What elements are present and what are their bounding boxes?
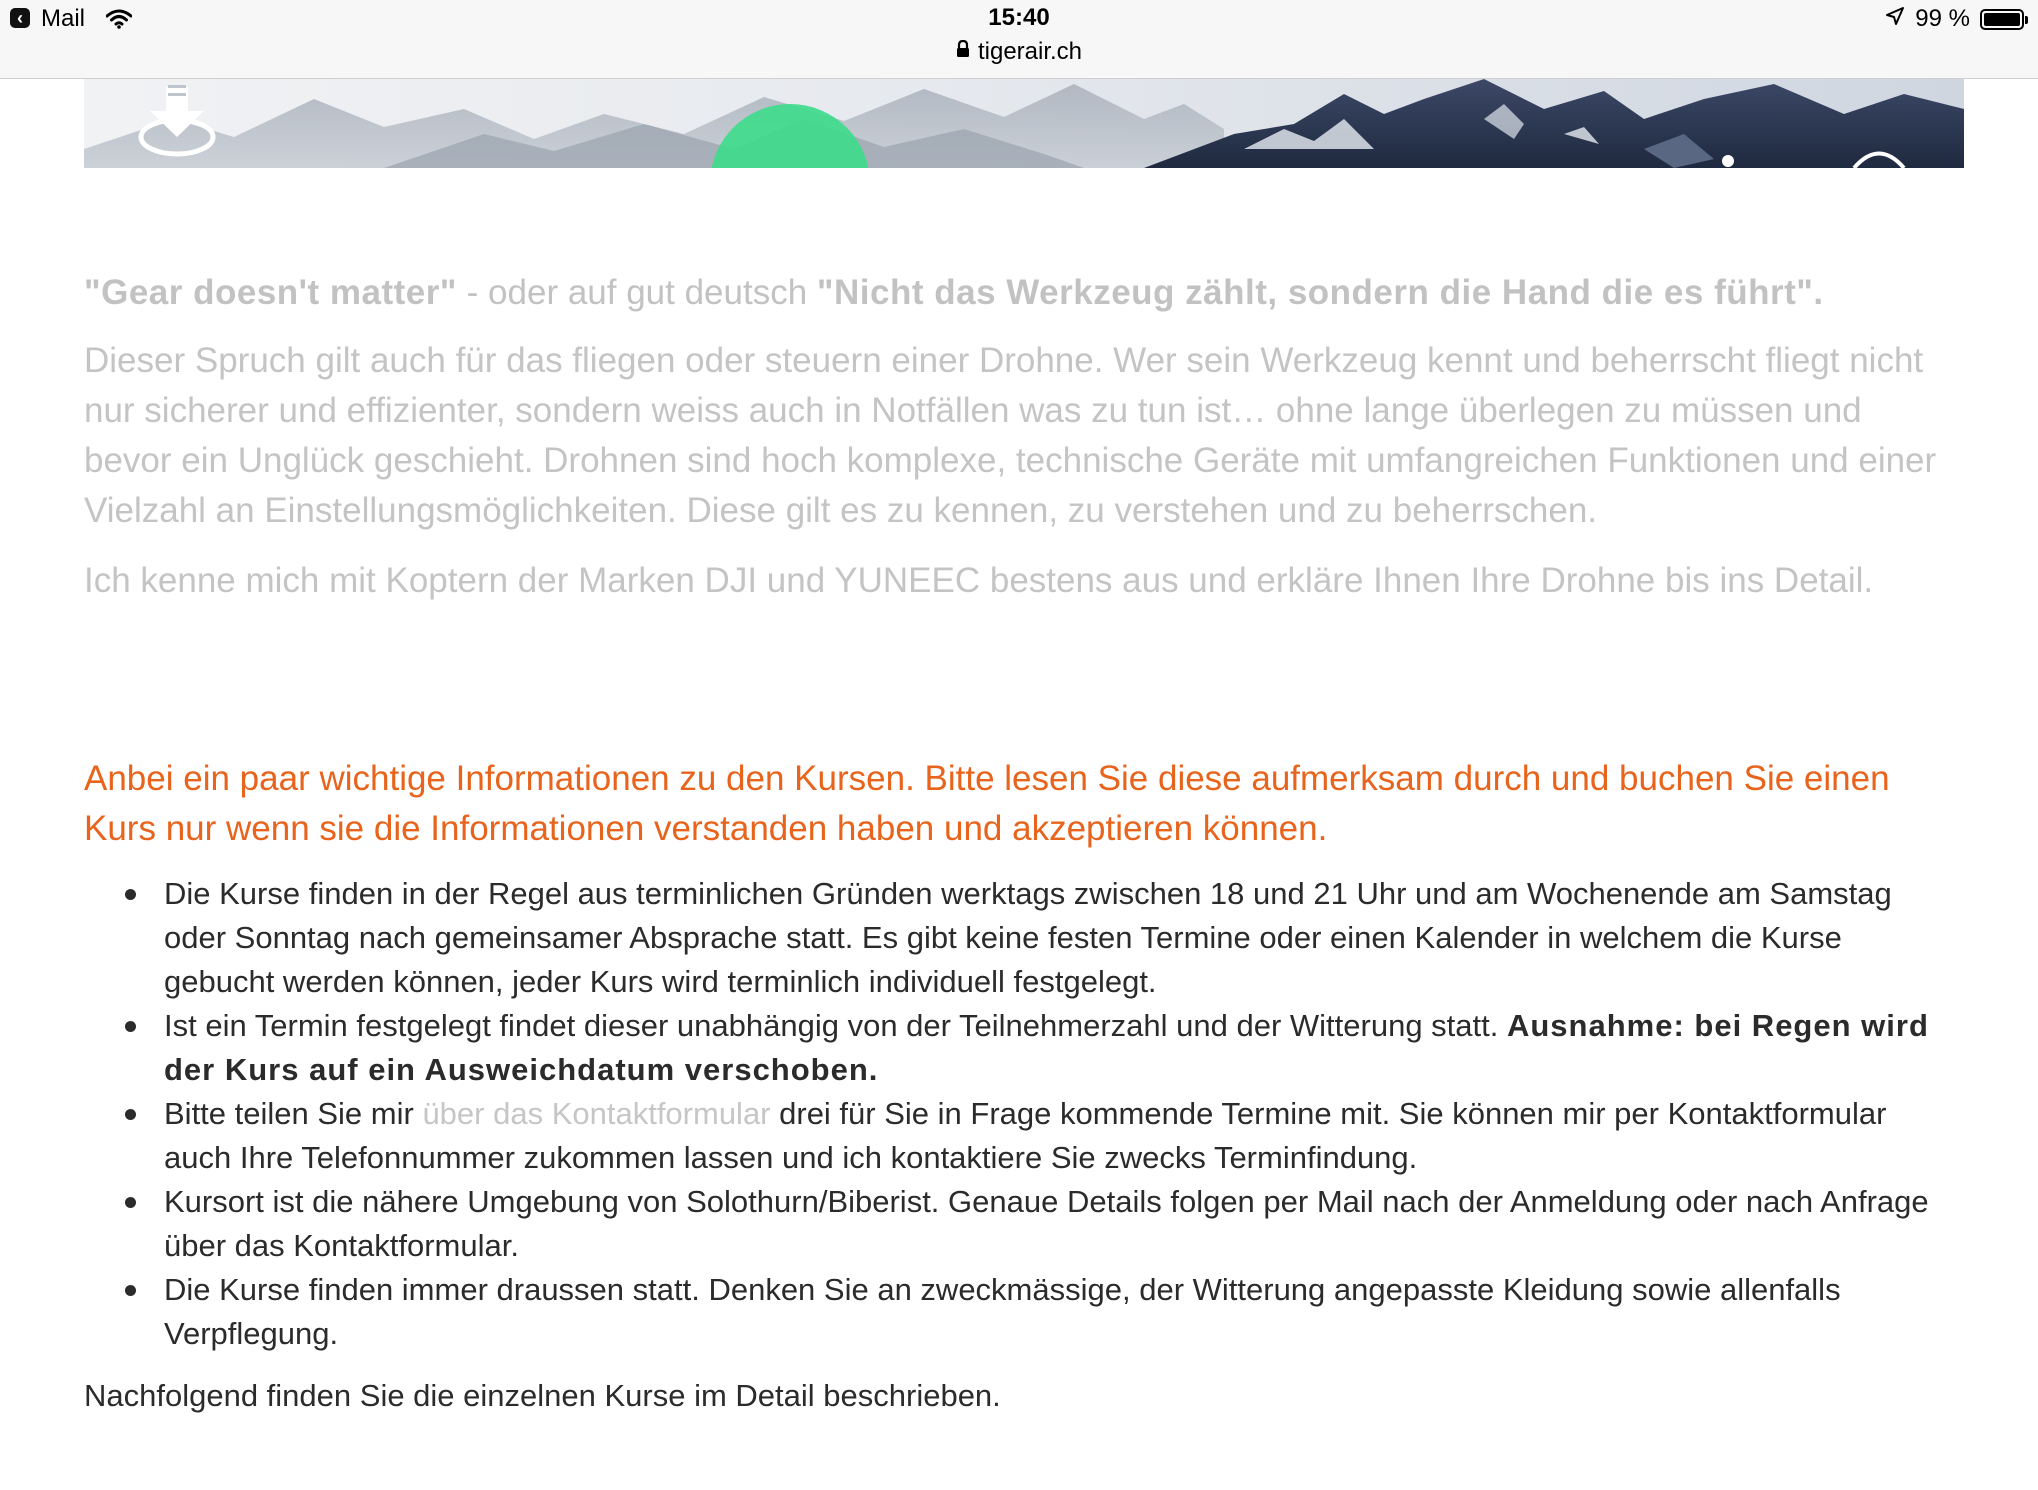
battery-icon (1980, 9, 2024, 30)
battery-percentage: 99 % (1915, 5, 1970, 32)
quote-german: "Nicht das Werkzeug zählt, sondern die Hand die es führt". (816, 273, 1824, 312)
clock-time: 15:40 (988, 4, 1050, 31)
location-arrow-icon (1885, 5, 1905, 33)
quote-english: "Gear doesn't matter" (84, 273, 457, 312)
list-item-text: Die Kurse finden in der Regel aus terminlichen Gründen werktags zwischen 18 und 21 Uhr und am Wochenende am Samstag oder Sonntag nach gemeinsamer Absprache statt. Es gibt keine festen Termine oder einen Kalender in welchem die Kurse gebucht werden können, jeder Kurs wird terminlich individuell festgelegt. (164, 876, 1892, 999)
list-item (164, 872, 1954, 1004)
hero-banner-image (84, 79, 1964, 168)
list-item (164, 1004, 1954, 1092)
bullet-icon (125, 1109, 136, 1120)
lock-icon (956, 37, 970, 65)
bullet-icon (125, 1285, 136, 1296)
list-item-text: Bitte teilen Sie mir (164, 1096, 423, 1131)
main-content (84, 268, 1954, 1418)
url-text: tigerair.ch (977, 38, 1083, 65)
rain-exception-note: Ausnahme: bei Regen wird der Kurs auf ein Ausweichdatum verschoben. (164, 1008, 1929, 1087)
list-item (164, 1092, 1954, 1180)
closing-paragraph: Nachfolgend finden Sie die einzelnen Kurse im Detail beschrieben. (84, 1378, 1001, 1413)
list-item (164, 1180, 1954, 1268)
status-bar (0, 0, 2038, 79)
list-item-text: Ist ein Termin festgelegt findet dieser unabhängig von der Teilnehmerzahl und der Witterung statt. (164, 1008, 1507, 1043)
intro-quote (84, 268, 1954, 318)
contact-form-link[interactable]: über das Kontaktformular (422, 1096, 771, 1131)
list-item-text: Kursort ist die nähere Umgebung von Solothurn/Biberist. Genaue Details folgen per Mail nach der Anmeldung oder nach Anfrage über das Kontaktformular. (164, 1184, 1929, 1263)
bullet-icon (125, 1197, 136, 1208)
intro-expertise-paragraph: Ich kenne mich mit Koptern der Marken DJI und YUNEEC bestens aus und erkläre Ihnen Ihre Drohne bis ins Detail. (84, 561, 1874, 600)
list-item-text: drei für Sie in Frage kommende Termine mit. Sie können mir per Kontaktformular auch Ihre Telefonnummer zukommen lassen und ich kontaktiere Sie zwecks Terminfindung. (164, 1096, 1887, 1175)
intro-paragraph: Dieser Spruch gilt auch für das fliegen oder steuern einer Drohne. Wer sein Werkzeug kennt und beherrscht fliegt nicht nur sicherer und effizienter, sondern weiss auch in Notfällen was zu tun ist… ohne lange überlegen zu müssen und bevor ein Unglück geschieht. Drohnen sind hoch komplexe, technische Geräte mit umfangreichen Funktionen und einer Vielzahl an Einstellungsmöglichkeiten. Diese gilt es zu kennen, zu verstehen und zu beherrschen. (84, 341, 1937, 530)
bullet-icon (125, 1021, 136, 1032)
back-arrow-icon[interactable]: ‹ (10, 8, 30, 28)
battery-level (1984, 13, 2020, 26)
info-list (84, 872, 1954, 1356)
bullet-icon (125, 889, 136, 900)
address-bar[interactable] (0, 38, 2038, 66)
info-heading: Anbei ein paar wichtige Informationen zu den Kursen. Bitte lesen Sie diese aufmerksam durch und buchen Sie einen Kurs nur wenn sie die Informationen verstanden haben und akzeptieren können. (84, 759, 1890, 848)
status-right (1885, 5, 2024, 33)
quote-connector: - oder auf gut deutsch (456, 273, 817, 312)
list-item (164, 1268, 1954, 1356)
list-item-text: Die Kurse finden immer draussen statt. Denken Sie an zweckmässige, der Witterung angepasste Kleidung sowie allenfalls Verpflegung. (164, 1272, 1841, 1351)
back-to-app-label[interactable]: Mail (41, 5, 86, 32)
